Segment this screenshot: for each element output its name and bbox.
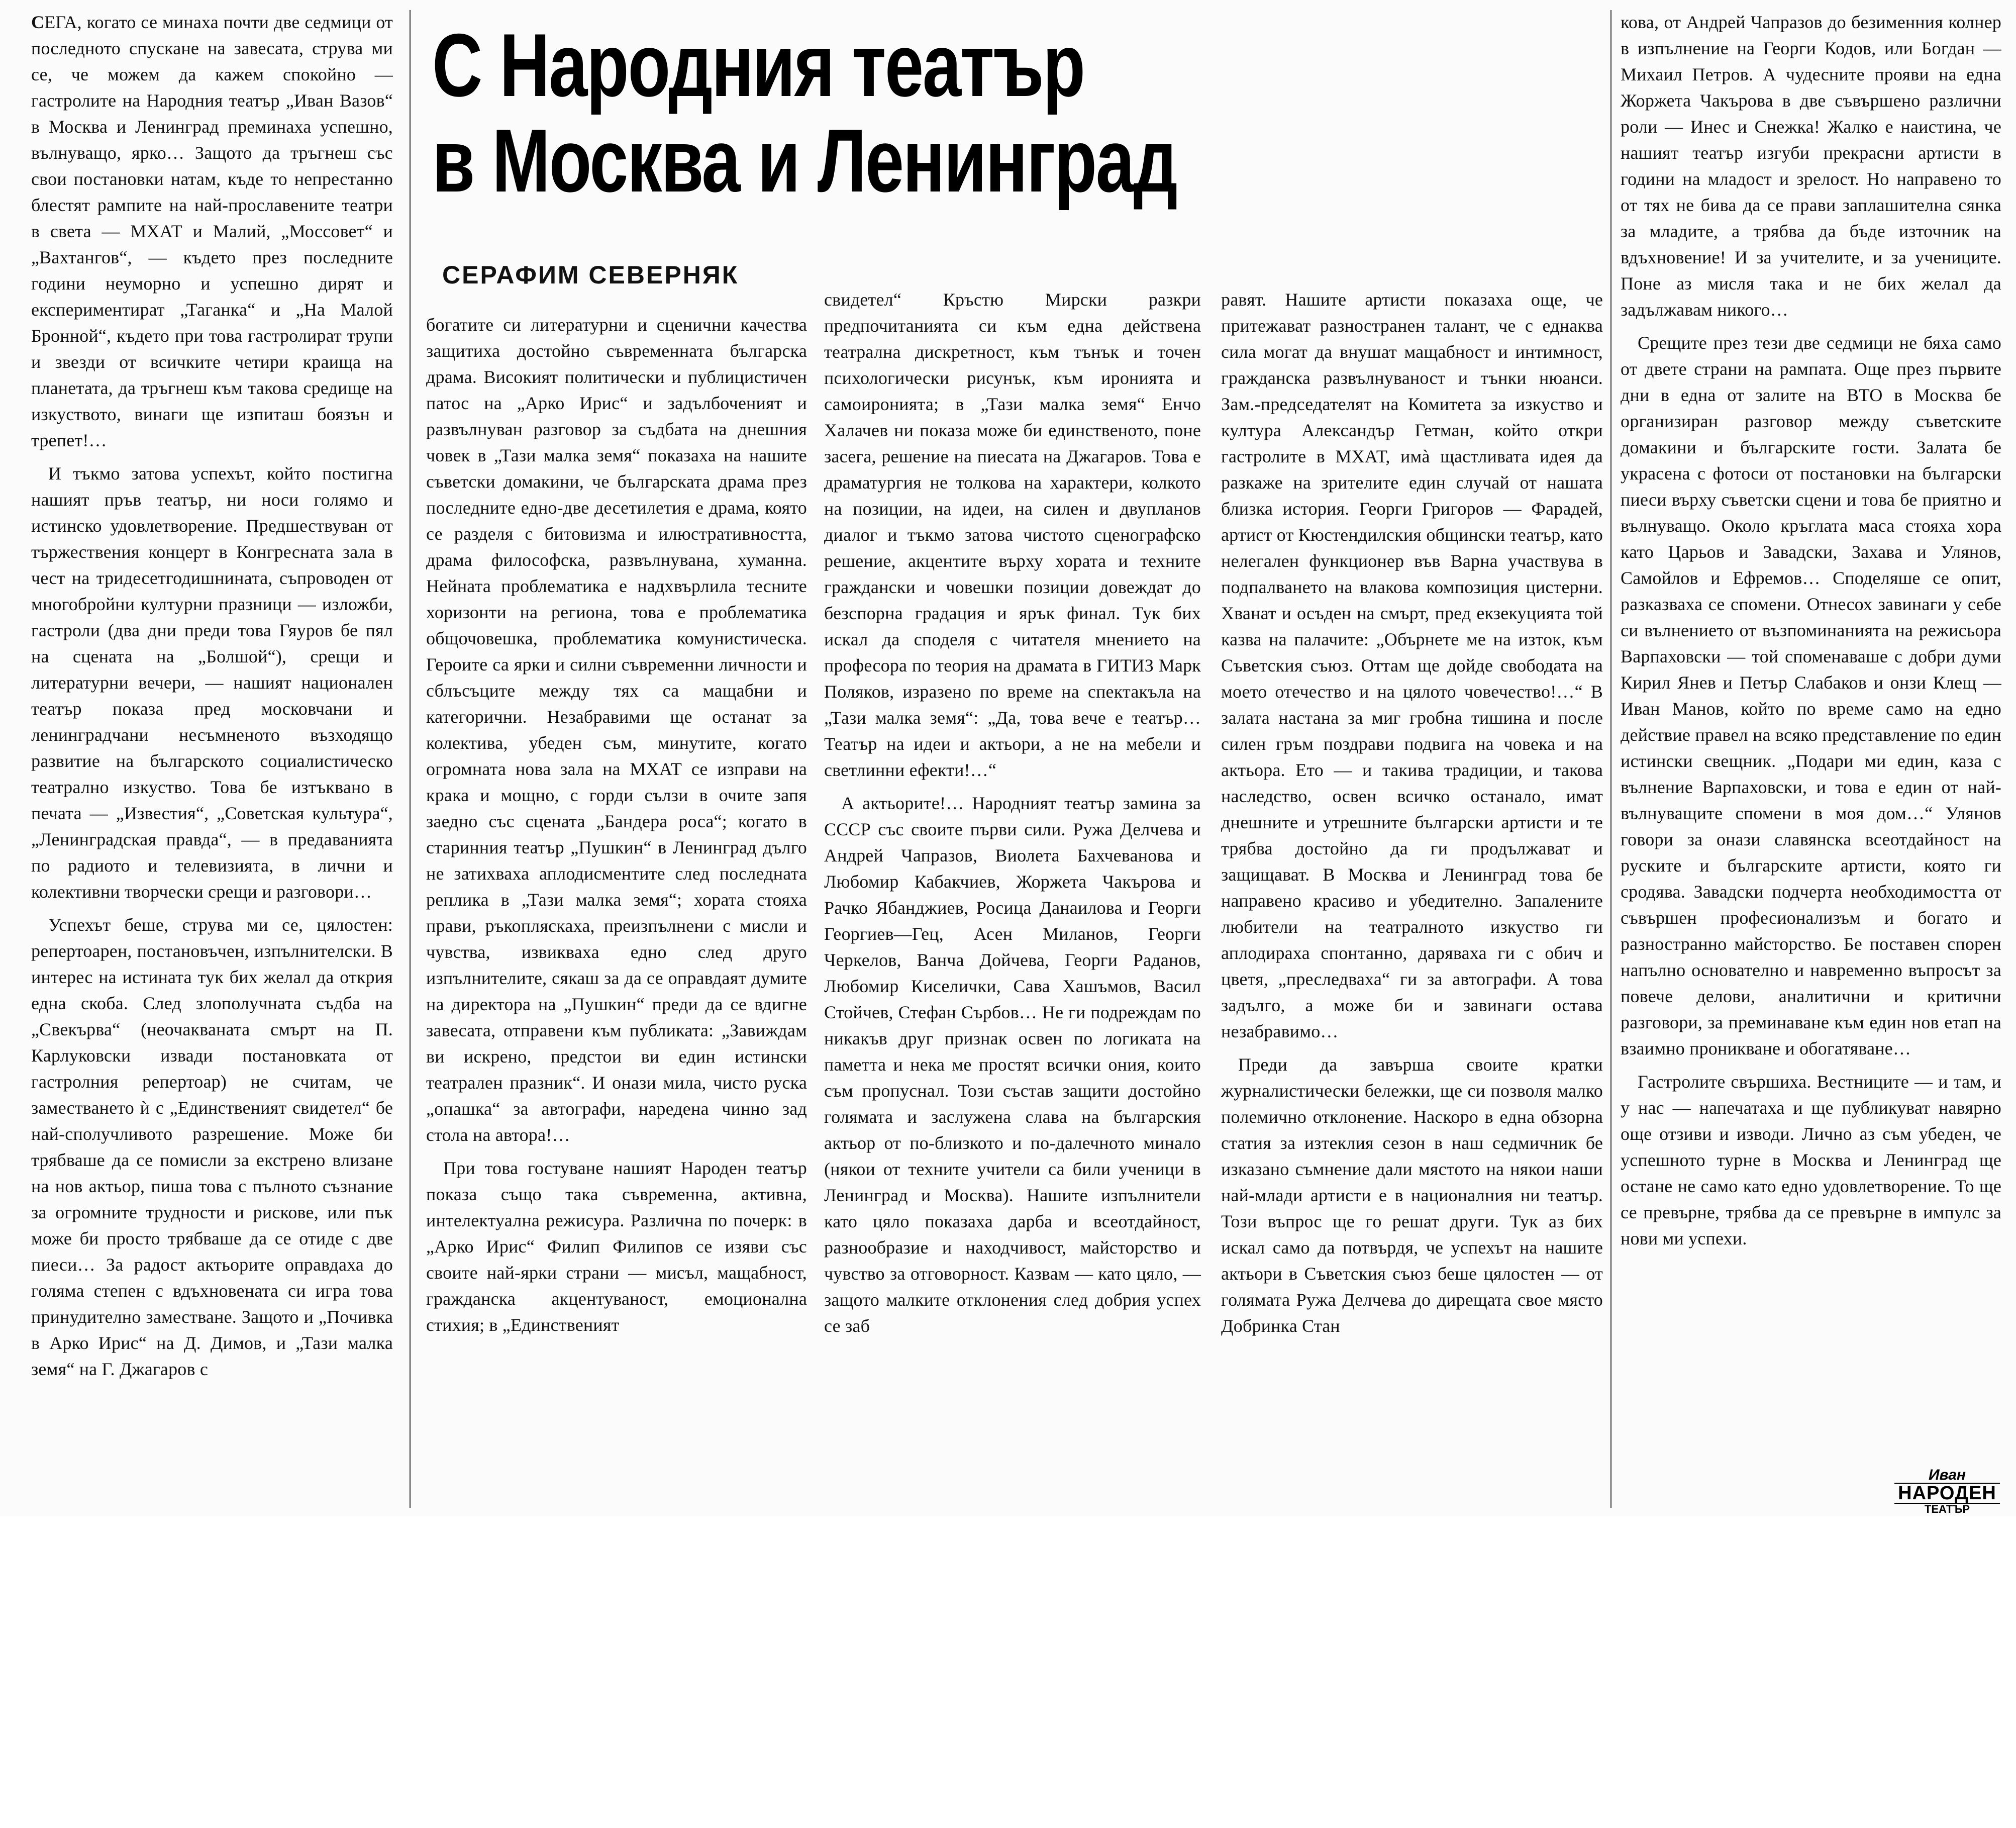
- column-divider: [1610, 10, 1611, 1508]
- article-column-4: [1221, 286, 1603, 1803]
- headline-line-1: С Народния театър: [432, 15, 1084, 115]
- article-column-2: [426, 312, 807, 1828]
- paragraph: равят. Нашите артисти показаха още, че притежават разностранен талант, че с еднаква сила могат да внушат мащабност и интимност, гражданска развълнуваност и тънки нюанси. Зам.-председателят на Комитета за изкуство и култура Александър Гетман, който откри гастролите в МХАТ, имà щастливата идея да разкаже на зрителите един случай от нашата близка история. Георги Григоров — Фарадей, артист от Кюстендилския общински театър, като нелегален функционер във Варна участвува в подпалването на влакова композиция цистерни. Хванат и осъден на смърт, пред екзекуцията той казва на палачите: „Обърнете ме на изток, към Съветския съюз. Оттам ще дойде свободата на моето отечество и на цялото човечество!…“ В залата настана за миг гробна тишина и после силен гръм поздрави подвига на човека и на актьора. Ето — и такива традиции, и такова наследство, освен всичко останало, имат днешните и утрешните български артисти и те трябва достойно да ги продължават и защищават. В Москва и Ленинград това бе направено красиво и убедително. Запалените любители на театралното изкуство ги аплодираха спонтанно, даряваха ги с обич и цветя, „преследваха“ ги за автографи. А това задълго, а може би и завинаги остава незабравимо…: [1221, 290, 1603, 1041]
- paragraph: богатите си литературни и сценични качества защитиха достойно съвременната българска драма. Високият политически и публицистичен патос на „Арко Ирис“ и задълбоченият и развълнуван разговор за съдбата на днешния човек в „Тази малка земя“ показаха на нашите съветски домакини, че българската драма през последните едно-две десетилетия е драма, която се разделя с битовизма и илюстративността, драма философска, развълнувана, хуманна. Нейната проблематика е надхвърлила тесните хоризонти на региона, това е проблематика общочовешка, проблематика комунистическа. Героите са ярки и силни съвременни личности и сблъсъците между тях са мащабни и категорични. Незабравими ще останат за колектива, убеден съм, минутите, когато огромната нова зала на МХАТ се изправи на крака и мощно, с горди сълзи в очите запя заедно със сцената „Бандера роса“; когато в старинния театър „Пушкин“ в Ленинград дълго не затихваха аплодисментите след последната реплика в „Тази малка земя“; хората стояха прави, ръкопляскаха, преизпълнени с мисли и чувства, извикваха едно след друго изпълнителите, сякаш за да се оправдаят думите на директора на „Пушкин“ преди да се вдигне завесата, отправени към публиката: „Завиждам ви искрено, предстои ви един истински театрален празник“. И онази мила, чисто руска „опашка“ за автографи, наредена чинно зад стола на автора!…: [426, 315, 807, 1145]
- paragraph: Успехът беше, струва ми се, цялостен: репертоарен, постановъчен, изпълнителски. В интерес на истината тук бих желал да открия една скоба. След злополучната съдба на „Свекърва“ (неочакваната смърт на П. Карлуковски извади постановката от гастролния репертоар) не считам, че заместването ѝ с „Единственият свидетел“ бе най-сполучливото разрешение. Може би трябваше да се помисли за екстрено влизане на нов актьор, пиша това с пълното съзнание за огромните трудности и рискове, или пък може би просто трябваше да се отиде с две пиеси… За радост актьорите оправдаха до голяма степен с вдъхновената си игра това принудително заместване. Защото и „Почивка в Арко Ирис“ на Д. Димов, и „Тази малка земя“ на Г. Джагаров с: [31, 915, 393, 1379]
- logo-line-2: НАРОДЕН: [1894, 1483, 2000, 1504]
- paragraph: кова, от Андрей Чапразов до безименния колнер в изпълнение на Георги Кодов, или Богдан — Михаил Петров. А чудесните прояви на една Жоржета Чакърова в две съвършено различни роли — Инес и Снежка! Жалко е наистина, че нашият театър изгуби прекрасни артисти в години на младост и зрелост. Но направено то от тях не бива да се прави заплашителна сянка за младите, а трябва да бъде източник на вдъхновение! И за учителите, и за учениците. Поне аз мисля така и не бих желал да задължавам никого…: [1621, 12, 2001, 320]
- paragraph: СЕГА, когато се минаха почти две седмици от последното спускане на завесата, струва ми се, че можем да кажем спокойно — гастролите на Народния театър „Иван Вазов“ в Москва и Ленинград преминаха успешно, вълнуващо, ярко… Защото да тръгнеш със свои постановки натам, къде то непрестанно блестят рампите на най-прославените театри в света — МХАТ и Малий, „Моссовет“ и „Вахтангов“, — където през последните години неуморно и успешно дирят и експериментират „Таганка“ и „На Малой Бронной“, където при това гастролират трупи и звезди от всичките четири краища на планетата, да тръгнеш към такова средище на изкуството, винаги ще изпиташ боязън и трепет!…: [31, 12, 393, 450]
- theatre-logo: [1894, 1467, 2000, 1515]
- article-column-1: [31, 9, 393, 1525]
- headline-line-2: в Москва и Ленинград: [432, 111, 1177, 211]
- paragraph: Гастролите свършиха. Вестниците — и там, и у нас — напечатаха и ще публикуват навярно още отзиви и изводи. Лично аз съм убеден, че успешното турне в Москва и Ленинград ще остане не само като едно удовлетворение. То ще се превърне, трябва да се превърне в импулс за нови ми успехи.: [1621, 1072, 2001, 1248]
- article-column-5: [1621, 9, 2001, 1525]
- column-divider: [410, 10, 411, 1508]
- paragraph: А актьорите!… Народният театър замина за СССР със своите първи сили. Ружа Делчева и Андрей Чапразов, Виолета Бахчеванова и Любомир Кабакчиев, Жоржета Чакърова и Рачко Ябанджиев, Росица Данаилова и Георги Георгиев—Гец, Асен Миланов, Георги Черкелов, Ванча Дойчева, Георги Раданов, Любомир Киселички, Сава Хашъмов, Васил Стойчев, Стефан Сърбов… Не ги подреждам по никакъв друг признак освен по логиката на паметта и нека ме простят всички ония, които съм пропуснал. Този състав защити достойно голямата и заслужена слава на българския актьор от по-близкото и по-далечното минало (някои от техните учители са били ученици в Ленинград и Москва). Нашите изпълнители като цяло показаха дарба и всеотдайност, разнообразие и находчивост, майсторство и чувство за отговорност. Казвам — като цяло, — защото малките отклонения след добрия успех се заб: [824, 793, 1201, 1336]
- logo-line-3: ТЕАТЪР: [1924, 1503, 1970, 1515]
- paragraph: свидетел“ Кръстю Мирски разкри предпочитанията си към една действена театрална дискретност, към тънък и точен психологически рисунък, към иронията и самоиронията; в „Тази малка земя“ Енчо Халачев ни показа може би единственото, поне засега, решение на пиесата на Джагаров. Това е драматургия не толкова на характери, колкото на позиции, на идеи, на силен и двупланов диалог и тъкмо затова чистото сценографско решение, акцентите върху хората и техните граждански и човешки позиции довеждат до безспорна градация и ярък финал. Тук бих искал да споделя с читателя мнението на професора по теория на драмата в ГИТИЗ Марк Поляков, изразено по време на спектакъла на „Тази малка земя“: „Да, това вече е театър… Театър на идеи и актьори, а не на мебели и светлинни ефекти!…“: [824, 290, 1201, 780]
- paragraph: При това гостуване нашият Народен театър показа също така съвременна, активна, интелектуална режисура. Различна по почерк: в „Арко Ирис“ Филип Филипов се изяви със своите най-ярки страни — мисъл, мащабност, гражданска акцентуваност, емоционална стихия; в „Единственият: [426, 1158, 807, 1335]
- paragraph: Срещите през тези две седмици не бяха само от двете страни на рампата. Още през първите дни в една от залите на ВТО в Москва бе организиран разговор между съветските домакини и българските гости. Залата бе украсена с фотоси от постановки на български пиеси върху съветски сцени и това бе приятно и вълнуващо. Около кръглата маса стояха хора като Царьов и Завадски, Захава и Улянов, Самойлов и Ефремов… Споделяше се опит, разказваха се спомени. Отнесох завинаги у себе си вълнението от възпоминанията на режисьора Варпаховски — той споменаваше с добри думи Кирил Янев и Петър Слабаков и онзи Клещ — Иван Манов, който по време само на едно действие правел на всяко представление по един истински свещник. „Подари ми един, каза с вълнение Варпаховски, и това е един от най-вълнуващите спомени в моя дом…“ Улянов говори за онази славянска всеотдайност на руските и българските артисти, която ги сродява. Завадски подчерта необходимостта от съвършен професионализъм и богато и разностранно майсторство. Бе поставен спорен напълно основателно и навременно въпросът за повече делови, аналитични и критични разговори, за преминаване към един нов етап на взаимно проникване и обогатяване…: [1621, 333, 2001, 1059]
- paragraph: Преди да завърша своите кратки журналистически бележки, ще си позволя малко полемично отклонение. Наскоро в една обзорна статия за изтеклия сезон в наш седмичник бе изказано съмнение дали мястото на някои наши най-млади артисти е в националния ни театър. Този въпрос ще го решат други. Тук аз бих искал само да потвърдя, че успехът на нашите актьори в Съветския съюз беше цялостен — от голямата Ружа Делчева до дирещата свое място Добринка Стан: [1221, 1054, 1603, 1336]
- byline: СЕРАФИМ СЕВЕРНЯК: [442, 261, 739, 289]
- logo-line-1: Иван: [1928, 1467, 1966, 1483]
- headline: [432, 15, 1349, 211]
- paragraph: И тъкмо затова успехът, който постигна нашият пръв театър, ни носи голямо и истинско удовлетворение. Предшествуван от тържествения концерт в Конгресната зала в чест на тридесетгодишнината, съпроводен от многобройни културни празници — изложби, гастроли (два дни преди това Гяуров бе пял на сцената на „Болшой“), срещи и литературни вечери, — нашият национален театър показа пред московчани и ленинградчани несъмненото възходящо развитие на българското социалистическо театрално изкуство. Това бе изтъквано в печата — „Известия“, „Советская культура“, „Ленинградская правда“, — в предаванията по радиото и телевизията, в лични и колективни творчески срещи и разговори…: [31, 463, 393, 902]
- article-column-3: [824, 286, 1201, 1803]
